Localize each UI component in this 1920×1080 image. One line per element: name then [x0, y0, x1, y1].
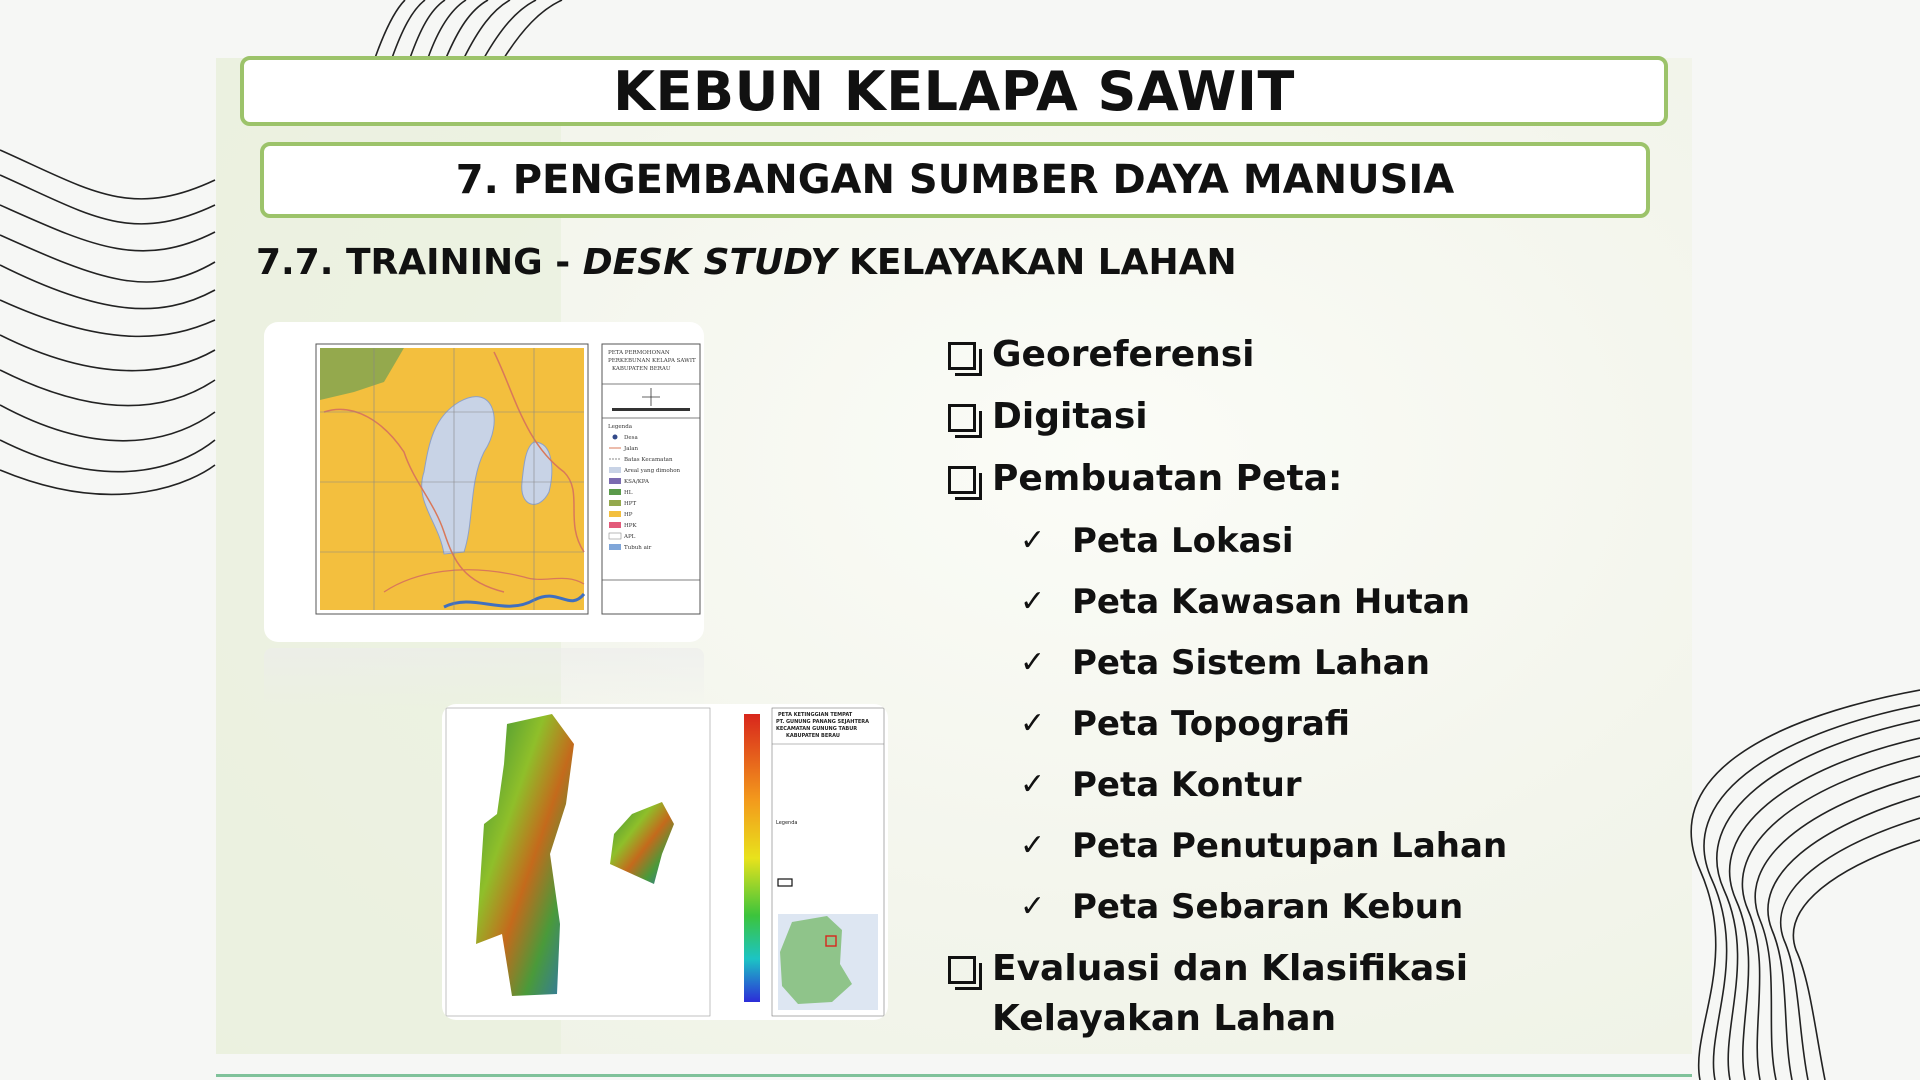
legend-item: Tubuh air	[624, 545, 652, 551]
legend-item: HPK	[624, 523, 637, 529]
legend-item: HPT	[624, 501, 637, 507]
forest-zone-map	[264, 322, 704, 642]
bullet-item-evaluasi	[948, 944, 1632, 1044]
legend-item: KSA/KPA	[624, 479, 649, 485]
forest-zone-map-title-line1: PETA PERMOHONAN	[608, 350, 670, 356]
sub-bullet-peta-kawasan-hutan	[1020, 577, 1470, 627]
checkmark-icon: ✓	[1020, 523, 1046, 558]
section-heading-italic: DESK STUDY	[582, 242, 837, 283]
elevation-map	[442, 704, 888, 1020]
bullet-item-digitasi	[948, 392, 1148, 442]
elevation-map-legend-title: Legenda	[776, 820, 798, 826]
bullet-item-pembuatan-peta	[948, 454, 1342, 504]
section-heading-suffix: KELAYAKAN LAHAN	[836, 242, 1237, 283]
forest-zone-map-reflection	[264, 648, 704, 708]
elevation-map-title-line1: PETA KETINGGIAN TEMPAT	[778, 712, 853, 718]
slide-title: KEBUN KELAPA SAWIT	[613, 59, 1295, 123]
slide-subtitle-box	[260, 142, 1650, 218]
elevation-map-title-line4: KABUPATEN BERAU	[786, 733, 840, 739]
legend-item: APL	[624, 534, 636, 540]
checkmark-icon: ✓	[1020, 767, 1046, 802]
sub-bullet-label: Peta Kontur	[1072, 765, 1302, 805]
sub-bullet-peta-lokasi	[1020, 516, 1293, 566]
checkmark-icon: ✓	[1020, 706, 1046, 741]
checkmark-icon: ✓	[1020, 889, 1046, 924]
bullet-label: Evaluasi dan Klasifikasi Kelayakan Lahan	[992, 948, 1469, 1039]
checkbox-bullet-icon	[948, 466, 976, 494]
bottom-divider	[216, 1074, 1692, 1077]
bullet-label: Digitasi	[992, 396, 1148, 437]
sub-bullet-label: Peta Sebaran Kebun	[1072, 887, 1464, 927]
checkmark-icon: ✓	[1020, 584, 1046, 619]
forest-zone-map-title-line2: PERKEBUNAN KELAPA SAWIT	[608, 358, 696, 364]
elevation-map-graphic	[442, 704, 888, 1020]
sub-bullet-label: Peta Kawasan Hutan	[1072, 582, 1470, 622]
elevation-map-title-line2: PT. GUNUNG PANANG SEJAHTERA	[776, 719, 870, 725]
legend-item: Areal yang dimohon	[624, 468, 681, 474]
slide-title-box	[240, 56, 1668, 126]
forest-zone-map-title-line3: KABUPATEN BERAU	[612, 366, 671, 372]
forest-zone-map-graphic	[264, 322, 704, 642]
checkbox-bullet-icon	[948, 342, 976, 370]
sub-bullet-label: Peta Lokasi	[1072, 521, 1294, 561]
section-heading-prefix: 7.7. TRAINING -	[256, 242, 583, 283]
legend-item: Jalan	[624, 446, 639, 452]
legend-item: Desa	[624, 435, 638, 441]
bullet-label: Pembuatan Peta:	[992, 458, 1343, 499]
sub-bullet-peta-sebaran-kebun	[1020, 882, 1463, 932]
bullet-item-georeferensi	[948, 330, 1255, 380]
elevation-map-title-line3: KECAMATAN GUNUNG TABUR	[776, 726, 858, 732]
section-heading	[256, 242, 1237, 283]
sub-bullet-peta-kontur	[1020, 760, 1302, 810]
legend-item: Batas Kecamatan	[624, 457, 673, 463]
forest-zone-map-legend-title: Legenda	[608, 424, 633, 430]
sub-bullet-label: Peta Sistem Lahan	[1072, 643, 1430, 683]
checkmark-icon: ✓	[1020, 645, 1046, 680]
sub-bullet-peta-topografi	[1020, 699, 1350, 749]
legend-item: HP	[624, 512, 633, 518]
bullet-label: Georeferensi	[992, 334, 1255, 375]
sub-bullet-label: Peta Penutupan Lahan	[1072, 826, 1508, 866]
sub-bullet-peta-sistem-lahan	[1020, 638, 1430, 688]
checkbox-bullet-icon	[948, 956, 976, 984]
checkmark-icon: ✓	[1020, 828, 1046, 863]
sub-bullet-peta-penutupan-lahan	[1020, 821, 1507, 871]
legend-item: HL	[624, 490, 633, 496]
sub-bullet-label: Peta Topografi	[1072, 704, 1350, 744]
checkbox-bullet-icon	[948, 404, 976, 432]
slide-subtitle: 7. PENGEMBANGAN SUMBER DAYA MANUSIA	[455, 157, 1455, 203]
